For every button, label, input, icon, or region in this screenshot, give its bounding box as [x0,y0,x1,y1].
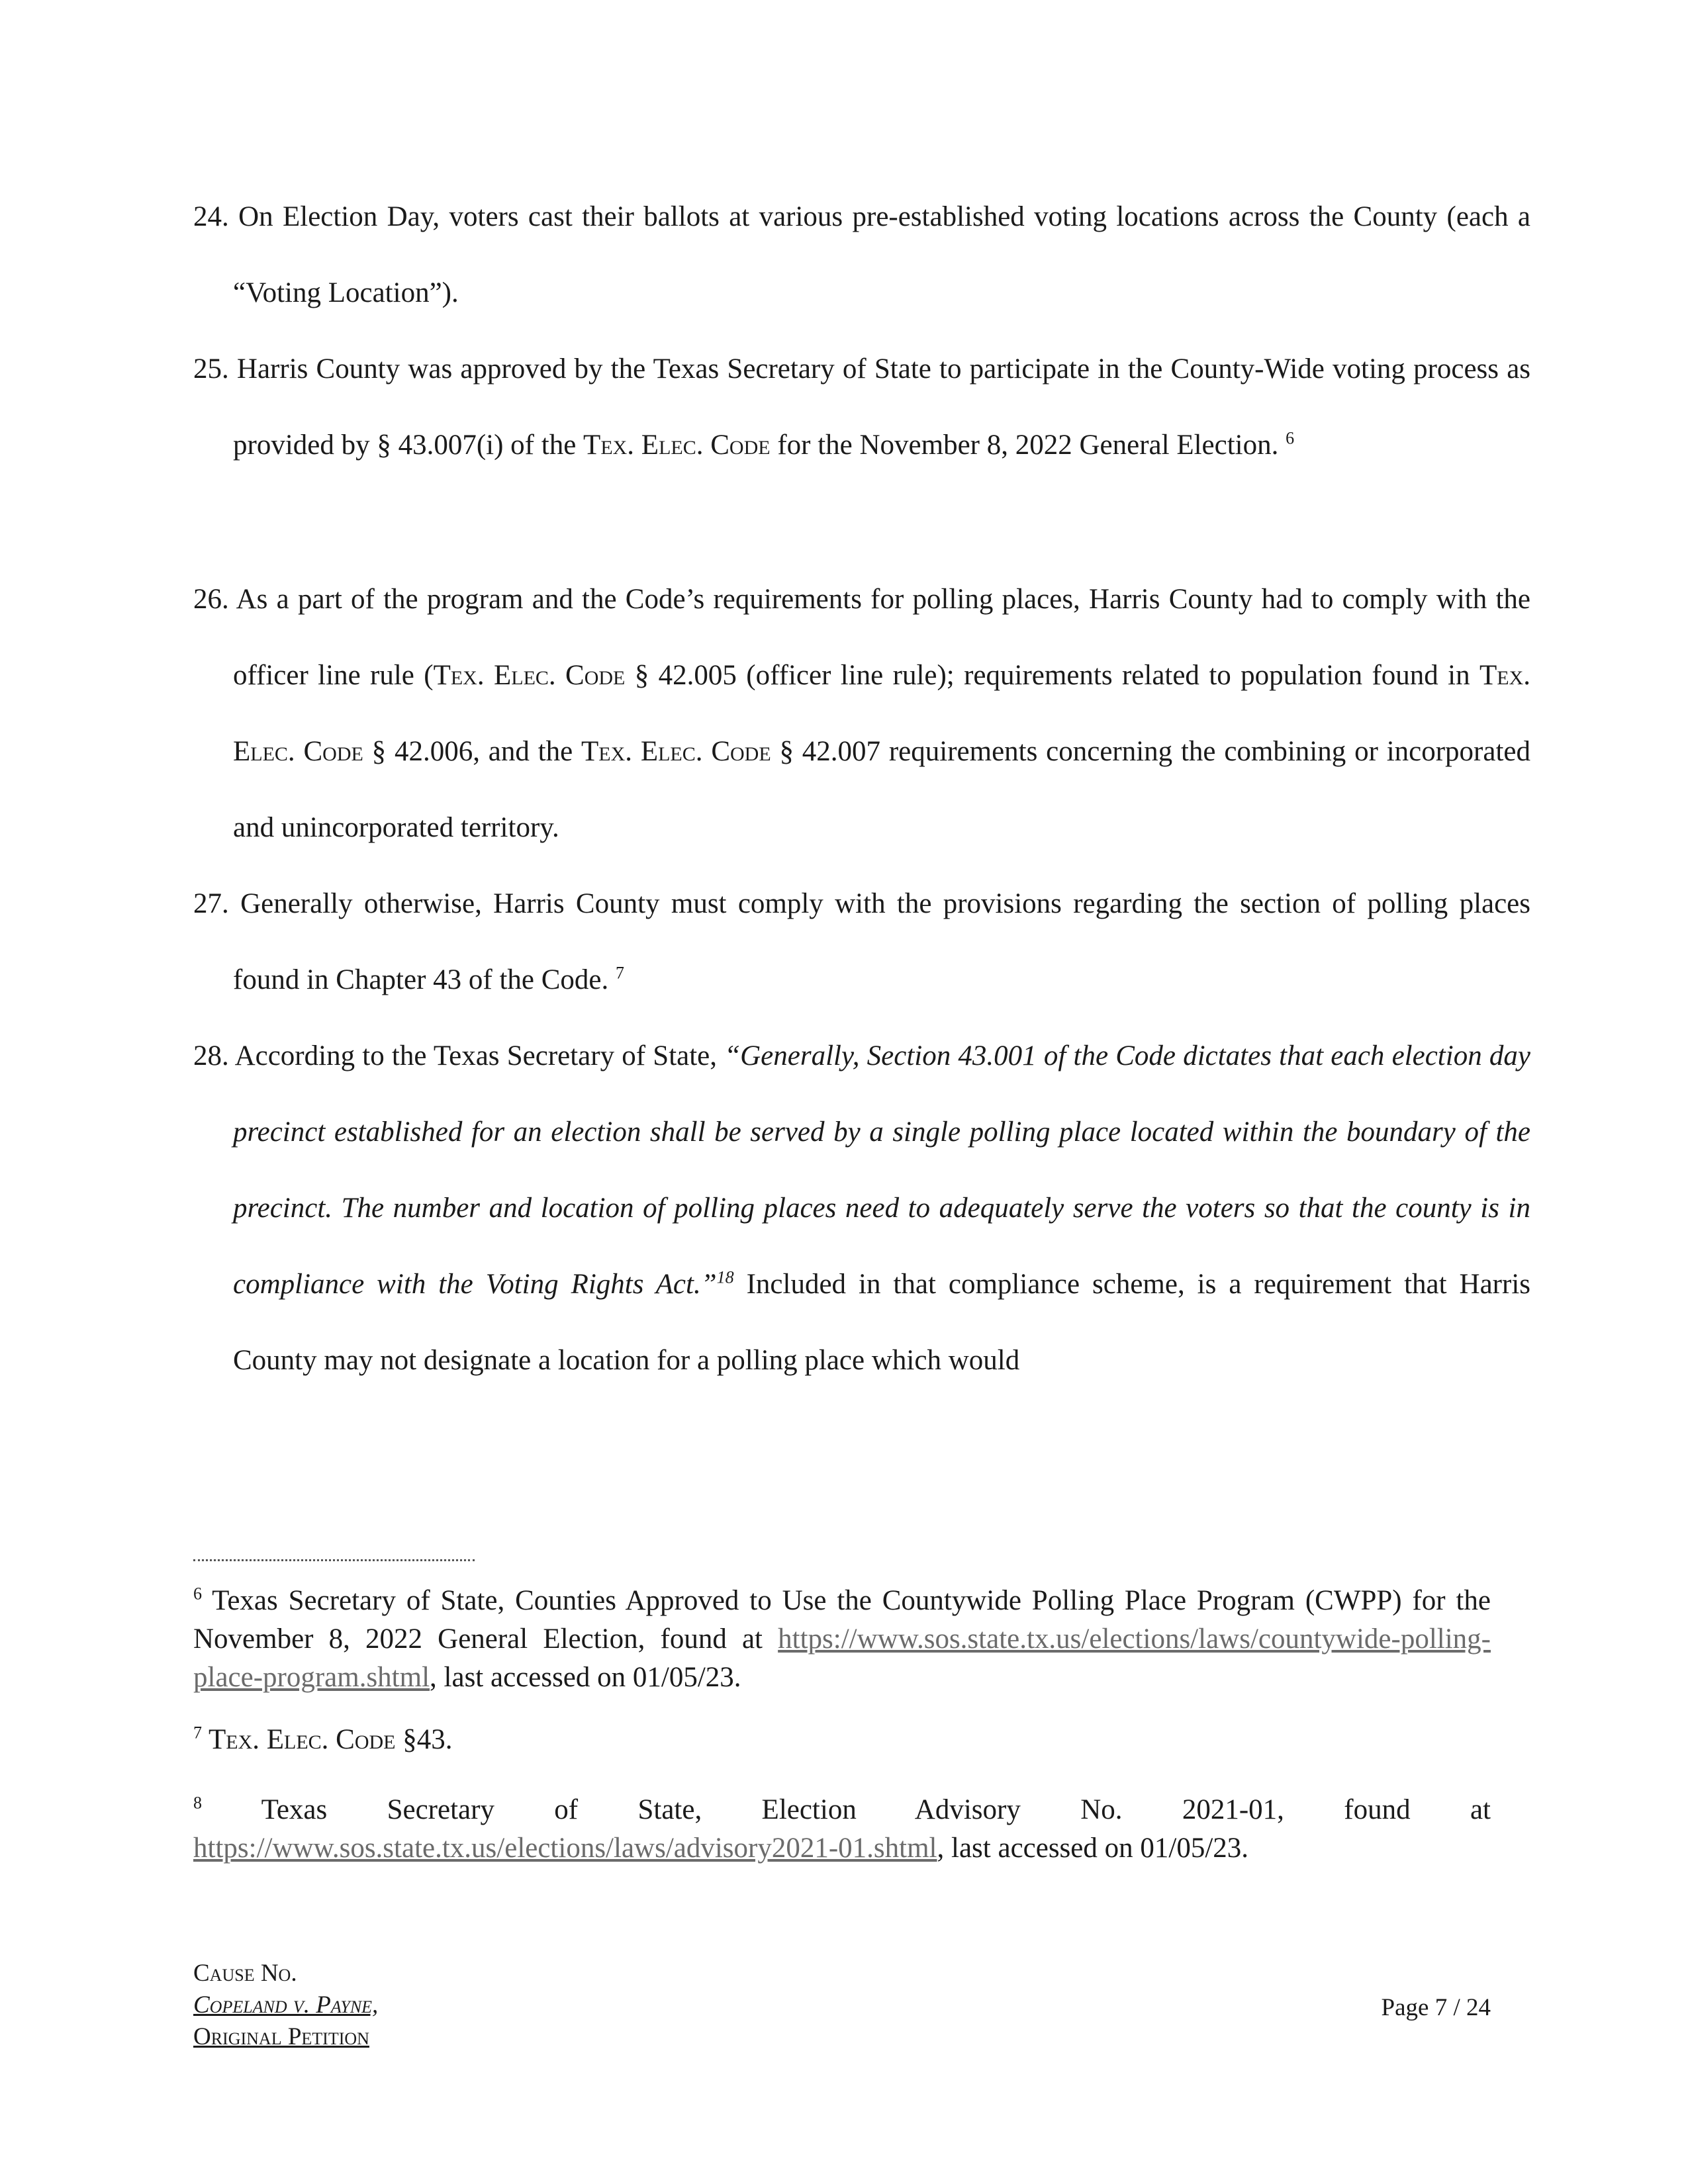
paragraph-25 [193,331,1530,483]
footnote-7 [193,1721,1491,1759]
paragraph-text: Generally otherwise, Harris County must comply with the provisions regarding the section of polling places found in Chapter 43 of the Code. [233,888,1531,995]
paragraph-number: 24. [193,201,229,232]
paragraph-26 [193,561,1530,866]
footnote-text: , last accessed on 01/05/23. [937,1833,1249,1864]
footnote-text: §43. [395,1724,453,1755]
footnote-number: 8 [193,1793,202,1813]
quoted-text: “Generally, Section 43.001 of the Code dictates that each election day precinct established for an election shall be served by a single polling place located within the boundary of the precinct. The number and location of polling places need to adequately serve the voters so that the county is in compliance with the Voting Rights Act.” [233,1040,1530,1300]
paragraph-text: § 42.007 requirements concerning the combining or incorporated and unincorporated territory. [233,736,1530,843]
page-footer-caption [193,1958,378,2053]
paragraph-number: 27. [193,888,229,919]
footnote-text: , last accessed on 01/05/23. [430,1662,741,1693]
paragraph-text: Included in that compliance scheme, is a requirement that Harris County may not designate a location for a polling place which would [233,1269,1530,1376]
page-number: Page 7 / 24 [1381,1994,1491,2021]
paragraph-text: § 42.006, and the [363,736,582,767]
paragraph-text: As a part of the program and the Code’s requirements for polling places, Harris County had to comply with the officer line rule ( [233,584,1530,691]
paragraph-text: Harris County was approved by the Texas Secretary of State to participate in the County-Wide voting process as provided by § 43.007(i) of the [233,353,1531,461]
footnote-ref[interactable]: 6 [1286,428,1295,448]
footnote-link[interactable]: https://www.sos.state.tx.us/elections/laws/advisory2021-01.shtml [193,1833,937,1864]
footnote-number: 7 [193,1723,202,1743]
paragraph-text: According to the Texas Secretary of State, [234,1040,725,1071]
code-citation: Tex. Elec. Code [581,736,771,767]
code-citation: Tex. Elec. Code [583,430,771,461]
footnote-link[interactable]: https://www.sos.state.tx.us/elections/laws/countywide-polling-place-program.shtml [193,1623,1491,1693]
footnote-separator [193,1559,475,1561]
footnote-text: Texas Secretary of State, Election Advisory No. 2021-01, found at [202,1794,1491,1825]
code-citation: Tex. Elec. Code [433,660,626,691]
footnote-ref[interactable]: 18 [716,1267,734,1287]
footnote-8 [193,1791,1491,1868]
paragraph-text: On Election Day, voters cast their ballots at various pre-established voting locations across the County (each a “Voting Location”). [233,201,1531,308]
footnote-6 [193,1582,1491,1697]
code-citation: Tex. Elec. Code [233,660,1530,767]
paragraph-27 [193,866,1530,1018]
paragraph-number: 26. [193,584,229,615]
footnote-number: 6 [193,1584,202,1604]
footnote-ref[interactable]: 7 [616,963,625,983]
paragraph-text: § 42.005 (officer line rule); requirements related to population found in [625,660,1479,691]
paragraph-text: for the November 8, 2022 General Election. [770,430,1286,461]
case-name: Copeland v. Payne, [193,1991,379,2019]
cause-number: Cause No. [193,1960,297,1987]
paragraph-number: 25. [193,353,229,385]
document-title: Original Petition [193,2023,369,2050]
code-citation: Tex. Elec. Code [202,1724,396,1755]
paragraph-28 [193,1018,1530,1398]
paragraph-number: 28. [193,1040,229,1071]
footnote-text: Texas Secretary of State, Counties Approved to Use the Countywide Polling Place Program (CWPP) for the November 8, 2022 General Election, found at [193,1585,1491,1655]
paragraph-24 [193,179,1530,331]
